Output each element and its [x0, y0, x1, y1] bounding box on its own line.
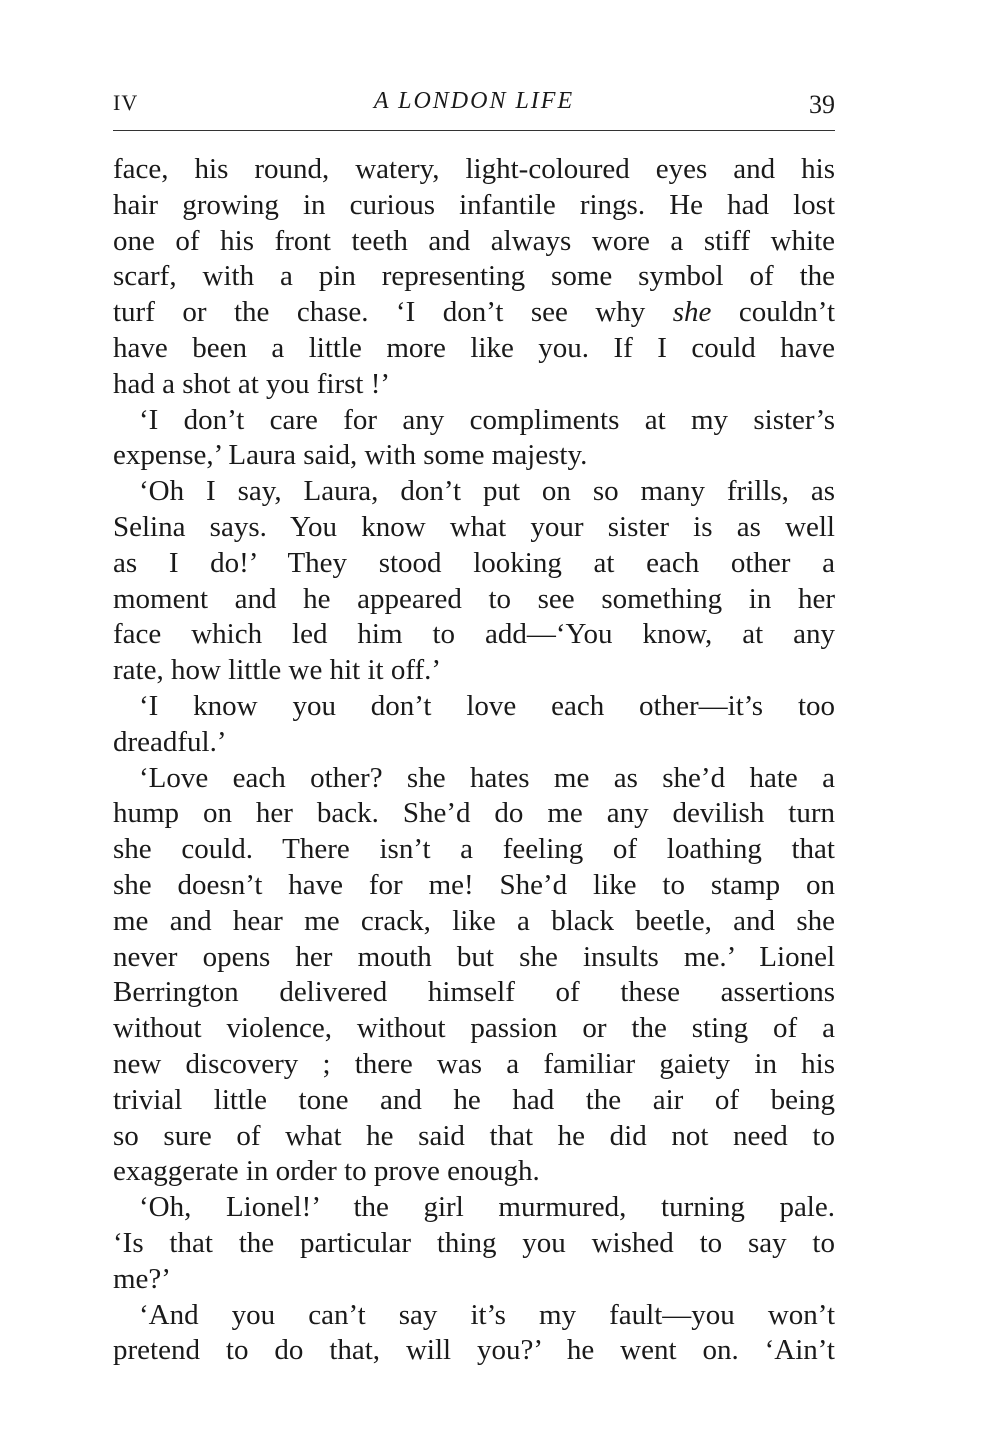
text-line: Selina says. You know what your sister is as well	[113, 510, 835, 543]
text-line: ‘And you can’t say it’s my fault—you won’t	[139, 1298, 835, 1331]
header-rule	[113, 130, 835, 131]
text-line: hair growing in curious infantile rings. He had lost	[113, 188, 835, 221]
text-line: never opens her mouth but she insults me.’ Lionel	[113, 940, 835, 973]
text-line: face, his round, watery, light-coloured eyes and his	[113, 153, 835, 185]
page-number: 39	[809, 90, 835, 119]
text-line: so sure of what he said that he did not need to	[113, 1119, 835, 1152]
text-line: had a shot at you first !’	[113, 367, 391, 400]
text-line: face which led him to add—‘You know, at any	[113, 618, 835, 651]
text-line: Berrington delivered himself of these assertions	[113, 976, 835, 1009]
text-line: me and hear me crack, like a black beetle, and she	[113, 904, 835, 937]
text-line: as I do!’ They stood looking at each other a	[113, 546, 835, 579]
text-line: ‘I know you don’t love each other—it’s too	[139, 689, 835, 722]
running-header	[113, 86, 835, 126]
italic-word: she	[672, 296, 712, 329]
text-line: have been a little more like you. If I could have	[113, 331, 835, 364]
chapter-number: IV	[113, 90, 139, 115]
text-line: exaggerate in order to prove enough.	[113, 1155, 540, 1188]
text-line: pretend to do that, will you?’ he went on. ‘Ain’t	[113, 1334, 835, 1367]
text-line: scarf, with a pin representing some symbol of the	[113, 260, 835, 293]
text-line: without violence, without passion or the sting of a	[113, 1012, 835, 1045]
text-line: ‘I don’t care for any compliments at my sister’s	[139, 403, 835, 436]
text-line: ‘Love each other? she hates me as she’d hate a	[139, 761, 835, 794]
text-line: me?’	[113, 1262, 171, 1295]
body-text	[113, 152, 835, 1369]
text-line: expense,’ Laura said, with some majesty.	[113, 439, 588, 472]
text-line: ‘Is that the particular thing you wished to say to	[113, 1226, 835, 1259]
running-title: A LONDON LIFE	[373, 88, 575, 114]
text-line	[113, 295, 835, 331]
text-line: rate, how little we hit it off.’	[113, 654, 442, 687]
text-line: trivial little tone and he had the air of being	[113, 1083, 835, 1116]
text-segment: turf or the chase. ‘I don’t see why	[113, 296, 673, 329]
text-line: she could. There isn’t a feeling of loathing that	[113, 833, 835, 866]
text-line: dreadful.’	[113, 725, 227, 758]
text-line: ‘Oh I say, Laura, don’t put on so many frills, as	[139, 475, 835, 508]
text-line: new discovery ; there was a familiar gaiety in his	[113, 1047, 835, 1080]
text-line: moment and he appeared to see something in her	[113, 582, 835, 615]
text-line: hump on her back. She’d do me any devilish turn	[113, 797, 835, 830]
text-line: one of his front teeth and always wore a stiff white	[113, 224, 835, 257]
text-line: ‘Oh, Lionel!’ the girl murmured, turning pale.	[139, 1191, 835, 1224]
text-segment: couldn’t	[711, 296, 835, 329]
text-line: she doesn’t have for me! She’d like to stamp on	[113, 868, 835, 901]
